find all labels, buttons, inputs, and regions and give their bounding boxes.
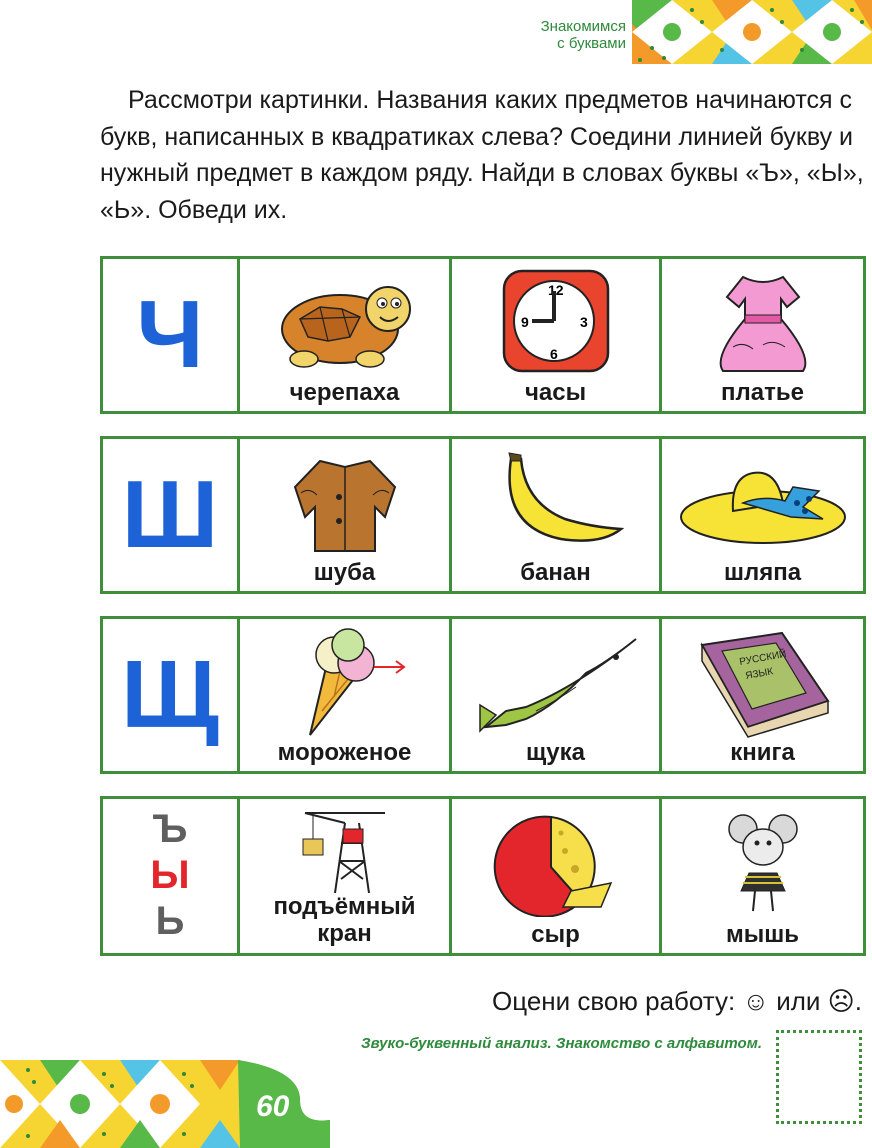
picture-cell[interactable]	[659, 259, 863, 411]
letter-cell[interactable]	[103, 259, 237, 411]
letter: Ш	[121, 461, 219, 568]
cheese-icon	[491, 807, 621, 917]
word-label: банан	[520, 559, 591, 586]
instructions	[100, 82, 870, 228]
picture-cell[interactable]	[659, 439, 863, 591]
section-label	[541, 18, 626, 52]
word-label: мороженое	[277, 739, 412, 766]
letter-stack	[103, 809, 237, 941]
ice-cream-icon	[270, 627, 420, 739]
letter-row-signs	[100, 796, 866, 956]
letter-cell[interactable]	[103, 799, 237, 953]
picture-cell[interactable]	[659, 799, 863, 953]
svg-text:6: 6	[549, 346, 558, 362]
picture-cell[interactable]	[237, 439, 449, 591]
turtle-icon	[270, 267, 420, 377]
fur-coat-icon	[275, 447, 415, 559]
picture-cell[interactable]	[237, 799, 449, 953]
picture-cell[interactable]	[449, 799, 659, 953]
self-check-prompt: Оцени свою работу: ☺ или ☹.	[492, 986, 862, 1016]
word-label-line1: подъёмный	[273, 893, 416, 920]
word-label: часы	[524, 379, 587, 406]
svg-text:12: 12	[547, 282, 564, 298]
banana-icon	[481, 447, 631, 557]
clock-icon	[496, 267, 616, 377]
pike-icon	[466, 627, 646, 737]
letter: Ч	[136, 281, 204, 388]
word-label: щука	[526, 739, 585, 766]
word-label: книга	[730, 739, 795, 766]
book-icon	[688, 627, 838, 739]
word-label: платье	[721, 379, 804, 406]
crane-icon	[295, 803, 395, 895]
word-label-line2: кран	[317, 920, 372, 947]
word-label: сыр	[531, 921, 580, 948]
word-label	[240, 893, 449, 947]
book-title-line2: ЯЗЫК	[744, 666, 774, 682]
word-label: шляпа	[723, 559, 802, 586]
picture-cell[interactable]	[449, 619, 659, 771]
word-label: шуба	[313, 559, 376, 586]
letter-soft-sign: Ь	[155, 899, 185, 943]
section-label-line2: с буквами	[557, 35, 626, 52]
answer-box[interactable]	[776, 1030, 862, 1124]
picture-cell[interactable]	[237, 619, 449, 771]
book-title-line1: РУССКИЙ	[738, 648, 787, 668]
word-label: черепаха	[289, 379, 400, 406]
hat-icon	[673, 447, 853, 557]
letter-yery: Ы	[150, 853, 190, 897]
picture-cell[interactable]	[659, 619, 863, 771]
dress-icon	[703, 267, 823, 377]
header-pattern	[632, 0, 872, 64]
picture-cell[interactable]	[449, 439, 659, 591]
letter-cell[interactable]	[103, 439, 237, 591]
topic-label: Звуко-буквенный анализ. Знакомство с алфавитом.	[361, 1035, 762, 1052]
svg-text:3: 3	[579, 314, 588, 330]
word-label: мышь	[725, 921, 799, 948]
letter-cell[interactable]	[103, 619, 237, 771]
svg-text:9: 9	[520, 314, 529, 330]
page-number: 60	[256, 1090, 290, 1123]
letter-hard-sign: Ъ	[152, 807, 188, 851]
letter-row-shch	[100, 616, 866, 774]
picture-cell[interactable]	[237, 259, 449, 411]
picture-cell[interactable]	[449, 259, 659, 411]
letter: Щ	[121, 641, 219, 748]
mouse-icon	[713, 807, 813, 919]
instructions-text: Рассмотри картинки. Названия каких предметов начинаются с букв, написанных в квадратиках слева? Соедини линией букву и нужный предмет в каждом ряду. Найди в словах буквы «Ъ», «Ы», «Ь». Обведи их.	[100, 86, 864, 224]
letter-row-ch	[100, 256, 866, 414]
letter-row-sh	[100, 436, 866, 594]
section-label-line1: Знакомимся	[540, 18, 626, 35]
